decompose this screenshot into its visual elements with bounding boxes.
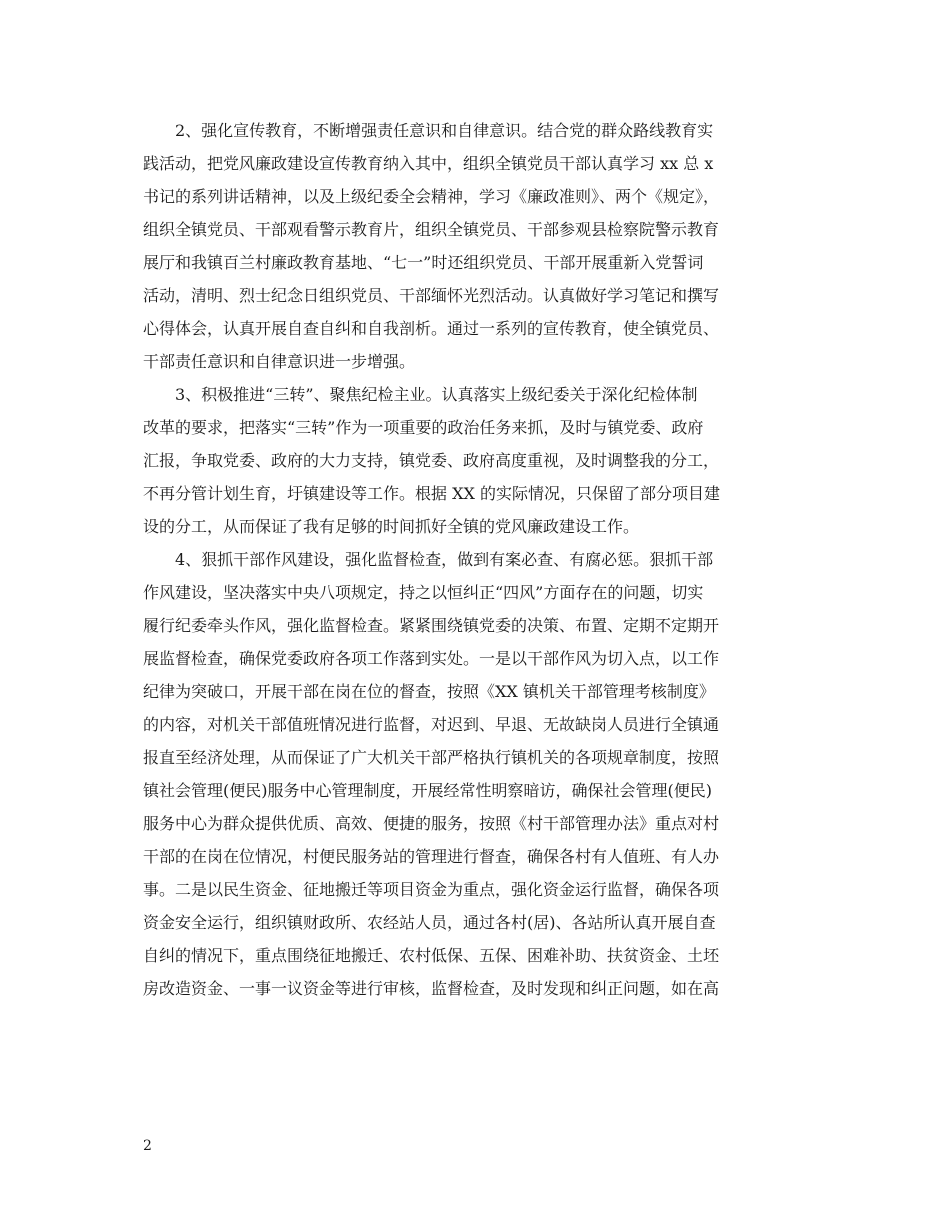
text-line: 设的分工，从而保证了我有足够的时间抓好全镇的党风廉政建设工作。 bbox=[143, 517, 640, 536]
text-line: 镇社会管理(便民)服务中心管理制度，开展经常性明察暗访，确保社会管理(便民) bbox=[143, 781, 712, 800]
text-line: 展厅和我镇百兰村廉政教育基地、“七一”时还组织党员、干部开展重新入党誓词 bbox=[143, 253, 704, 272]
text-line: 的内容，对机关干部值班情况进行监督，对迟到、早退、无故缺岗人员进行全镇通 bbox=[143, 715, 720, 734]
text-line: 书记的系列讲话精神，以及上级纪委全会精神，学习《廉政准则》、两个《规定》， bbox=[143, 187, 720, 206]
text-line: 展监督检查，确保党委政府各项工作落到实处。一是以干部作风为切入点，以工作 bbox=[143, 649, 720, 668]
text-line: 事。二是以民生资金、征地搬迁等项目资金为重点，强化资金运行监督，确保各项 bbox=[143, 880, 720, 899]
text-line: 汇报，争取党委、政府的大力支持，镇党委、政府高度重视，及时调整我的分工， bbox=[143, 451, 720, 470]
document-body bbox=[143, 114, 823, 1005]
text-line: 改革的要求，把落实“三转”作为一项重要的政治任务来抓，及时与镇党委、政府 bbox=[143, 418, 704, 437]
text-line: 服务中心为群众提供优质、高效、便捷的服务，按照《村干部管理办法》重点对村 bbox=[143, 814, 720, 833]
text-line: 纪律为突破口，开展干部在岗在位的督查，按照《XX 镇机关干部管理考核制度》 bbox=[143, 682, 715, 701]
text-line: 房改造资金、一事一议资金等进行审核，监督检查，及时发现和纠正问题，如在高 bbox=[143, 979, 720, 998]
paragraph-first-line: 2、强化宣传教育，不断增强责任意识和自律意识。结合党的群众路线教育实 bbox=[175, 121, 714, 140]
paragraph-first-line: 4、狠抓干部作风建设，强化监督检查，做到有案必查、有腐必惩。狠抓干部 bbox=[175, 550, 714, 569]
text-line: 干部的在岗在位情况，村便民服务站的管理进行督查，确保各村有人值班、有人办 bbox=[143, 847, 720, 866]
text-line: 干部责任意识和自律意识进一步增强。 bbox=[143, 352, 416, 371]
paragraph-first-line: 3、积极推进“三转”、聚焦纪检主业。认真落实上级纪委关于深化纪检体制 bbox=[175, 385, 698, 404]
text-line: 不再分管计划生育，圩镇建设等工作。根据 XX 的实际情况，只保留了部分项目建 bbox=[143, 484, 720, 503]
text-line: 践活动，把党风廉政建设宣传教育纳入其中，组织全镇党员干部认真学习 xx 总 x bbox=[143, 154, 714, 173]
text-line: 报直至经济处理，从而保证了广大机关干部严格执行镇机关的各项规章制度，按照 bbox=[143, 748, 720, 767]
text-line: 自纠的情况下，重点围绕征地搬迁、农村低保、五保、困难补助、扶贫资金、土坯 bbox=[143, 946, 720, 965]
text-line: 活动，清明、烈士纪念日组织党员、干部缅怀光烈活动。认真做好学习笔记和撰写 bbox=[143, 286, 720, 305]
text-line: 作风建设，坚决落实中央八项规定，持之以恒纠正“四风”方面存在的问题，切实 bbox=[143, 583, 704, 602]
text-line: 心得体会，认真开展自查自纠和自我剖析。通过一系列的宣传教育，使全镇党员、 bbox=[143, 319, 720, 338]
text-line: 组织全镇党员、干部观看警示教育片，组织全镇党员、干部参观县检察院警示教育 bbox=[143, 220, 720, 239]
text-line: 资金安全运行，组织镇财政所、农经站人员，通过各村(居)、各站所认真开展自查 bbox=[143, 913, 716, 932]
text-line: 履行纪委牵头作风，强化监督检查。紧紧围绕镇党委的决策、布置、定期不定期开 bbox=[143, 616, 720, 635]
page-number: 2 bbox=[143, 1138, 152, 1154]
